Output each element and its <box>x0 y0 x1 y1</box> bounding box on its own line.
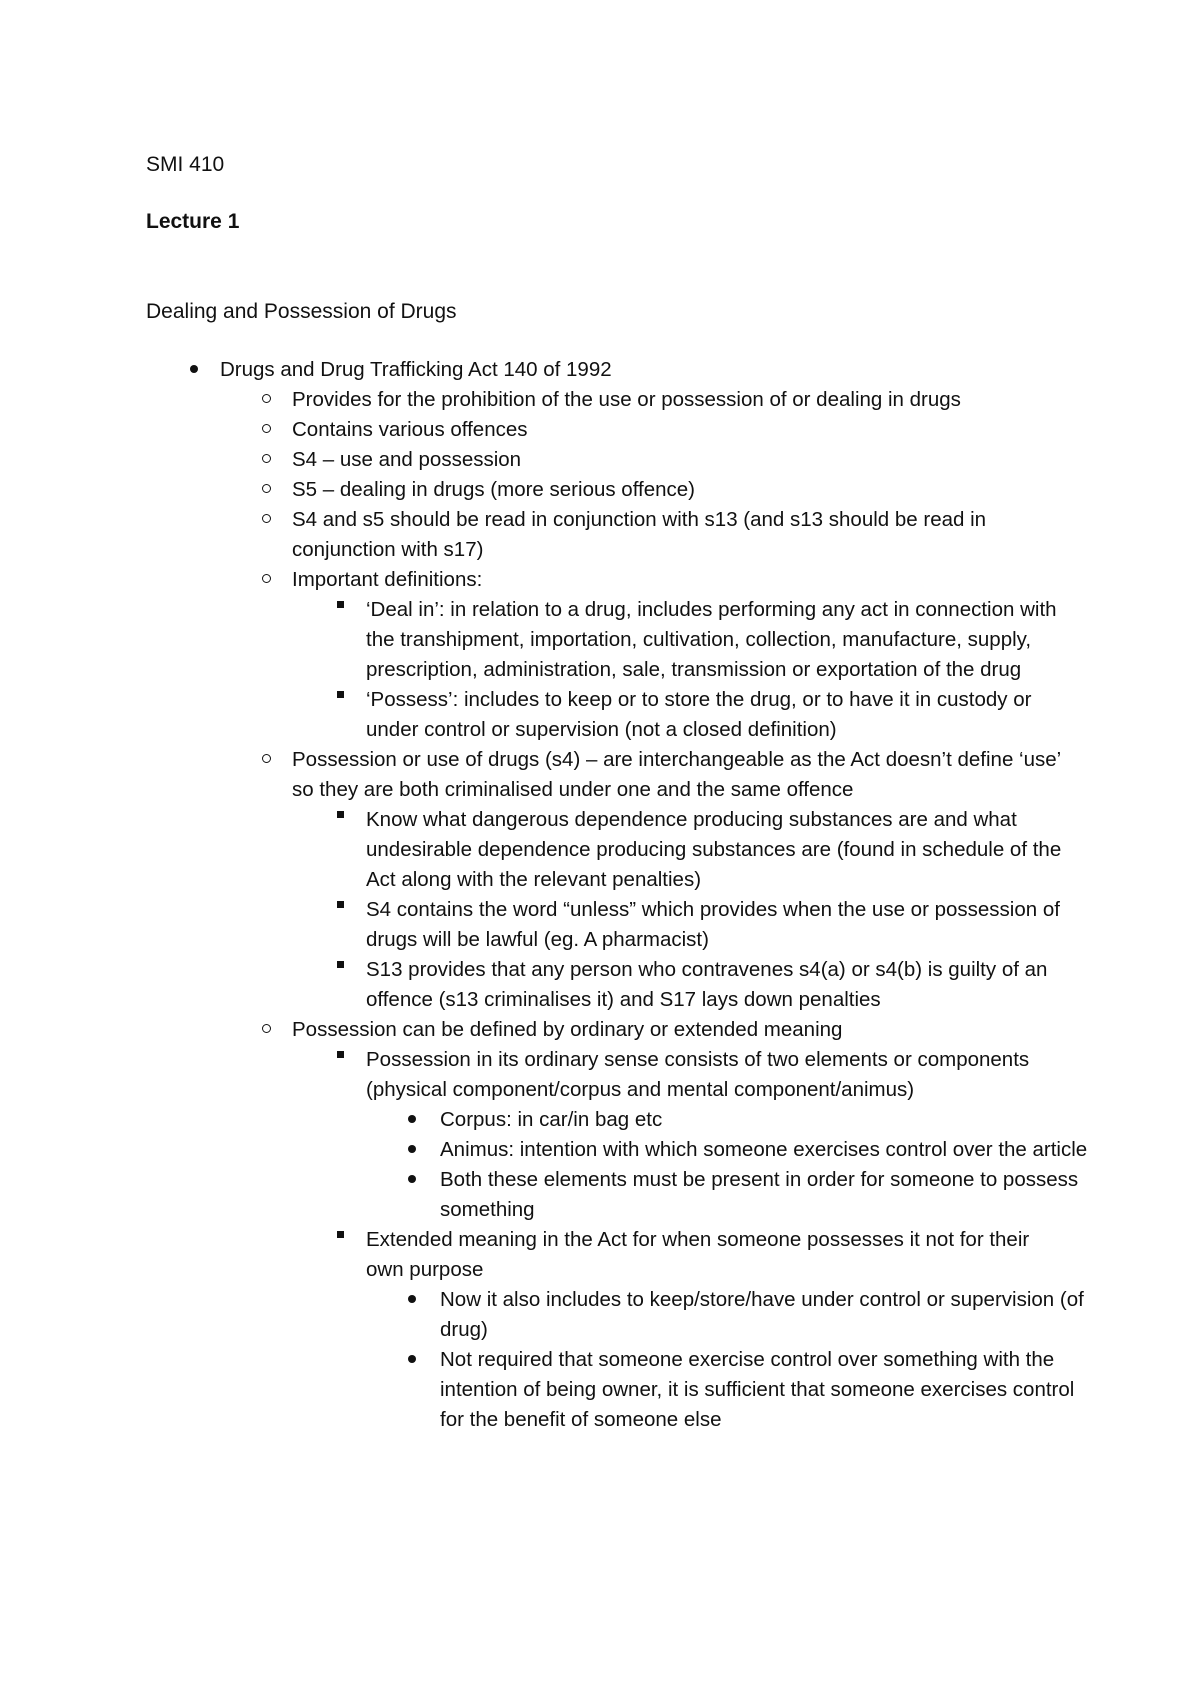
outline-item-text: Extended meaning in the Act for when someone possesses it not for their own purpose <box>366 1228 1030 1281</box>
outline-subsubitem <box>146 1135 1090 1165</box>
section-heading: Dealing and Possession of Drugs <box>146 300 457 323</box>
outline-item <box>146 505 1066 565</box>
bullet-square-icon <box>330 1045 350 1075</box>
outline-item-text: Contains various offences <box>292 418 528 441</box>
bullet-dot-icon <box>402 1285 422 1315</box>
outline-item-text: Animus: intention with which someone exercises control over the article <box>440 1138 1088 1161</box>
outline-item <box>146 745 1066 805</box>
outline-subsubitem <box>146 1105 1090 1135</box>
outline-subitem <box>146 595 1066 685</box>
outline-item <box>146 475 1066 505</box>
outline-item-act <box>146 355 1066 385</box>
bullet-dot-icon <box>402 1105 422 1135</box>
outline-item-text: Possession in its ordinary sense consists of two elements or components (physical component/corpus and mental component/animus) <box>366 1048 1030 1101</box>
outline-subitem <box>146 1045 1066 1105</box>
outline-subitem <box>146 895 1066 955</box>
outline-item-text: Provides for the prohibition of the use or possession of or dealing in drugs <box>292 388 961 411</box>
outline-item-text: ‘Possess’: includes to keep or to store the drug, or to have it in custody or under control or supervision (not a closed definition) <box>366 688 1032 741</box>
outline-item-text: Both these elements must be present in order for someone to possess something <box>440 1168 1079 1221</box>
bullet-square-icon <box>330 685 350 715</box>
outline-item-text: Important definitions: <box>292 568 483 591</box>
bullet-circle-icon <box>256 745 276 775</box>
bullet-dot-icon <box>402 1345 422 1375</box>
outline-item <box>146 385 1066 415</box>
outline-item-text: Not required that someone exercise control over something with the intention of being owner, it is sufficient that someone exercises control for the benefit of someone else <box>440 1348 1075 1431</box>
outline-item-text: S5 – dealing in drugs (more serious offence) <box>292 478 696 501</box>
outline-item-text: Possession can be defined by ordinary or extended meaning <box>292 1018 843 1041</box>
outline-subsubitem <box>146 1345 1090 1435</box>
lecture-outline <box>146 355 1088 1435</box>
bullet-square-icon <box>330 955 350 985</box>
bullet-circle-icon <box>256 475 276 505</box>
outline-item <box>146 445 1066 475</box>
outline-item-text: Know what dangerous dependence producing substances are and what undesirable dependence producing substances are (found in schedule of the Act along with the relevant penalties) <box>366 808 1062 891</box>
bullet-square-icon <box>330 1225 350 1255</box>
outline-item-text: S4 contains the word “unless” which provides when the use or possession of drugs will be lawful (eg. A pharmacist) <box>366 898 1060 951</box>
bullet-dot-icon <box>184 355 204 385</box>
outline-subsubitem <box>146 1285 1090 1345</box>
outline-item-text: Possession or use of drugs (s4) – are interchangeable as the Act doesn’t define ‘use’ so they are both criminalised under one and the same offence <box>292 748 1061 801</box>
bullet-square-icon <box>330 595 350 625</box>
bullet-circle-icon <box>256 415 276 445</box>
course-code: SMI 410 <box>146 153 225 176</box>
outline-item-text: S13 provides that any person who contravenes s4(a) or s4(b) is guilty of an offence (s13 criminalises it) and S17 lays down penalties <box>366 958 1048 1011</box>
outline-item <box>146 415 1066 445</box>
outline-subitem <box>146 955 1066 1015</box>
bullet-circle-icon <box>256 505 276 535</box>
bullet-circle-icon <box>256 565 276 595</box>
outline-item-text: ‘Deal in’: in relation to a drug, includes performing any act in connection with the transhipment, importation, cultivation, collection, manufacture, supply, prescription, administration, sale, transmission or exportation of the drug <box>366 598 1057 681</box>
outline-item-text: S4 – use and possession <box>292 448 522 471</box>
lecture-title: Lecture 1 <box>146 210 240 233</box>
outline-subitem <box>146 805 1066 895</box>
outline-item <box>146 1015 1066 1045</box>
bullet-dot-icon <box>402 1165 422 1195</box>
bullet-square-icon <box>330 805 350 835</box>
outline-subitem <box>146 685 1066 745</box>
bullet-square-icon <box>330 895 350 925</box>
outline-item <box>146 565 1066 595</box>
outline-subitem <box>146 1225 1066 1285</box>
outline-item-text: Drugs and Drug Trafficking Act 140 of 1992 <box>220 358 612 381</box>
outline-subsubitem <box>146 1165 1090 1225</box>
outline-item-text: S4 and s5 should be read in conjunction with s13 (and s13 should be read in conjunction with s17) <box>292 508 987 561</box>
outline-item-text: Corpus: in car/in bag etc <box>440 1108 663 1131</box>
outline-item-text: Now it also includes to keep/store/have under control or supervision (of drug) <box>440 1288 1084 1341</box>
bullet-dot-icon <box>402 1135 422 1165</box>
bullet-circle-icon <box>256 445 276 475</box>
bullet-circle-icon <box>256 1015 276 1045</box>
bullet-circle-icon <box>256 385 276 415</box>
